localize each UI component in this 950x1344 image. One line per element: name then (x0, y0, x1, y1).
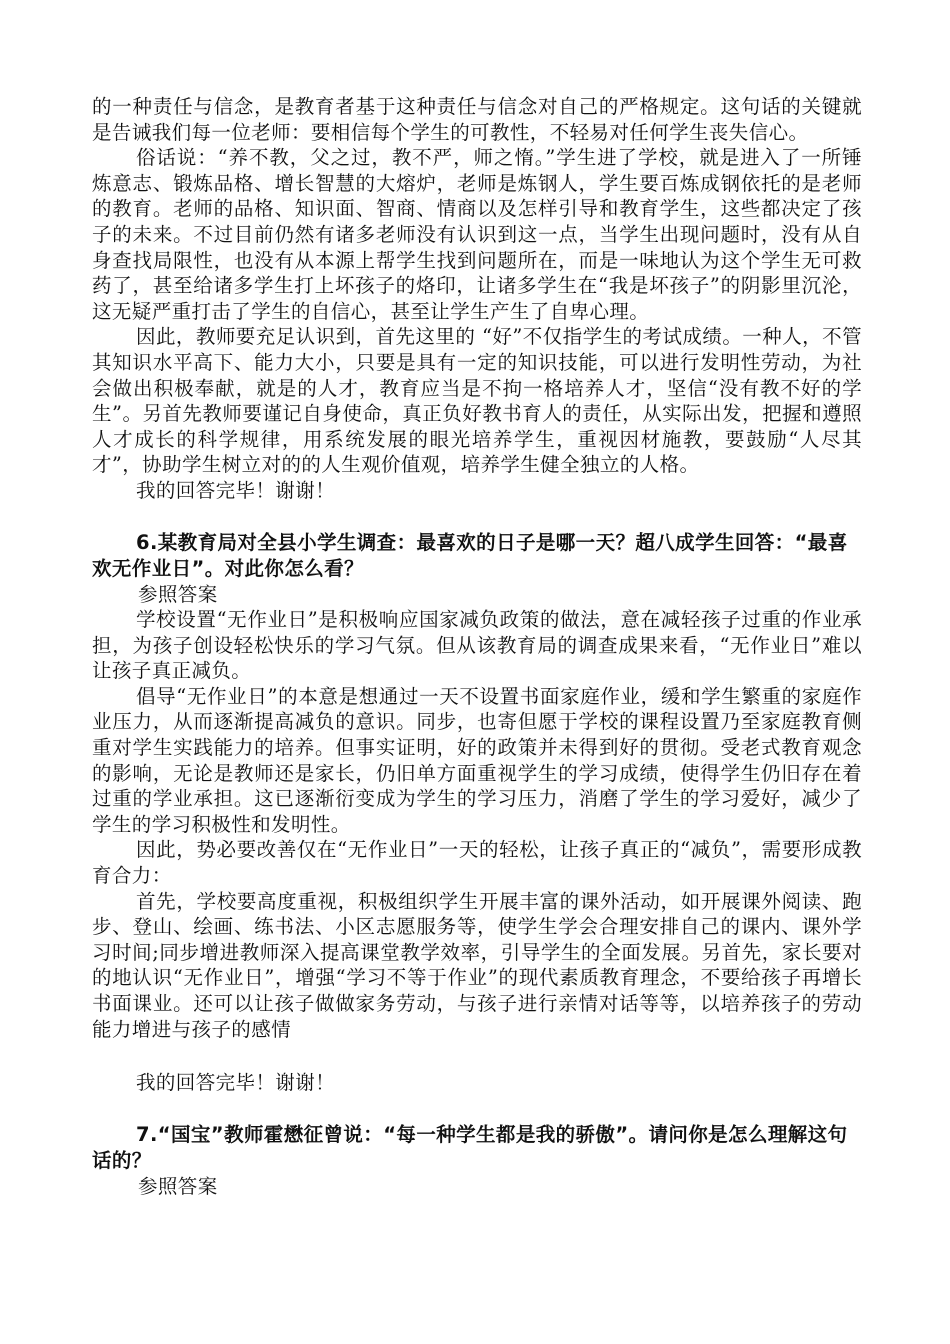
answer-6-paragraph-2: 倡导“无作业日”的本意是想通过一天不设置书面家庭作业，缓和学生繁重的家庭作业压力，从而逐渐提高减负的意识。同步，也寄但愿于学校的课程设置乃至家庭教育侧重对学生实践能力的培养。但事实证明，好的政策并未得到好的贯彻。受老式教育观念的影响，无论是教师还是家长，仍旧单方面重视学生的学习成绩，使得学生仍旧存在着过重的学业承担。这已逐渐衍变成为学生的学习压力，消磨了学生的学习爱好，减少了学生的学习积极性和发明性。 (92, 684, 862, 836)
spacer (92, 1042, 862, 1070)
paragraph-therefore: 因此，教师要充足认识到，首先这里的 “好”不仅指学生的考试成绩。一种人，不管其知识水平高下、能力大小，只要是具有一定的知识技能，可以进行发明性劳动，为社会做出积极奉献，就是的人才，教育应当是不拘一格培养人才，坚信“没有教不好的学生”。另首先教师要谨记自身使命，真正负好教书育人的责任，从实际出发，把握和遵照人才成长的科学规律，用系统发展的眼光培养学生，重视因材施教，要鼓励“人尽其才”，协助学生树立对的的人生观价值观，培养学生健全独立的人格。 (92, 325, 862, 477)
question-7-heading: 7.“国宝”教师霍懋征曾说：“每一种学生都是我的骄傲”。请问你是怎么理解这句话的？ (92, 1122, 848, 1172)
paragraph-proverb: 俗话说：“养不教，父之过，教不严，师之惰。”学生进了学校，就是进入了一所锤炼意志、锻炼品格、增长智慧的大熔炉，老师是炼钢人，学生要百炼成钢依托的是老师的教育。老师的品格、知识面、智商、情商以及怎样引导和教育学生，这些都决定了孩子的未来。不过目前仍然有诸多老师没有认识到这一点，当学生出现问题时，没有从自身查找局限性，也没有从本源上帮学生找到问题所在，而是一味地认为这个学生无可救药了，甚至给诸多学生打上坏孩子的烙印，让诸多学生在“我是坏孩子”的阴影里沉沦，这无疑严重打击了学生的自信心，甚至让学生产生了自卑心理。 (92, 146, 862, 323)
answer-6-paragraph-3: 因此，势必要改善仅在“无作业日”一天的轻松，让孩子真正的“减负”，需要形成教育合力： (92, 838, 862, 888)
answer-6-paragraph-1: 学校设置“无作业日”是积极响应国家减负政策的做法，意在减轻孩子过重的作业承担，为孩子创设轻松快乐的学习气氛。但从该教育局的调查成果来看，“无作业日”难以让孩子真正减负。 (92, 608, 862, 683)
closing-thanks-2: 我的回答完毕！谢谢！ (136, 1071, 336, 1095)
intro-paragraph: 的一种责任与信念，是教育者基于这种责任与信念对自己的严格规定。这句话的关键就是告诫我们每一位老师：要相信每个学生的可教性，不轻易对任何学生丧失信心。 (92, 95, 862, 144)
reference-answer-label-7: 参照答案 (138, 1174, 218, 1198)
spacer (92, 1096, 862, 1122)
closing-thanks-1: 我的回答完毕！谢谢！ (136, 478, 336, 502)
question-6-heading: 6.某教育局对全县小学生调查：最喜欢的日子是哪一天？超八成学生回答：“最喜欢无作业日”。对此你怎么看？ (92, 530, 848, 580)
document-page (92, 94, 862, 1199)
reference-answer-label-6: 参照答案 (138, 582, 218, 606)
spacer (92, 504, 862, 530)
answer-6-paragraph-4: 首先，学校要高度重视，积极组织学生开展丰富的课外活动，如开展课外阅读、跑步、登山、绘画、练书法、小区志愿服务等，使学生学会合理安排自己的课内、课外学习时间;同步增进教师深入提高课堂教学效率，引导学生的全面发展。另首先，家长要对的地认识“无作业日”，增强“学习不等于作业”的现代素质教育理念，不要给孩子再增长书面课业。还可以让孩子做做家务劳动，与孩子进行亲情对话等等，以培养孩子的劳动能力增进与孩子的感情 (92, 889, 862, 1041)
